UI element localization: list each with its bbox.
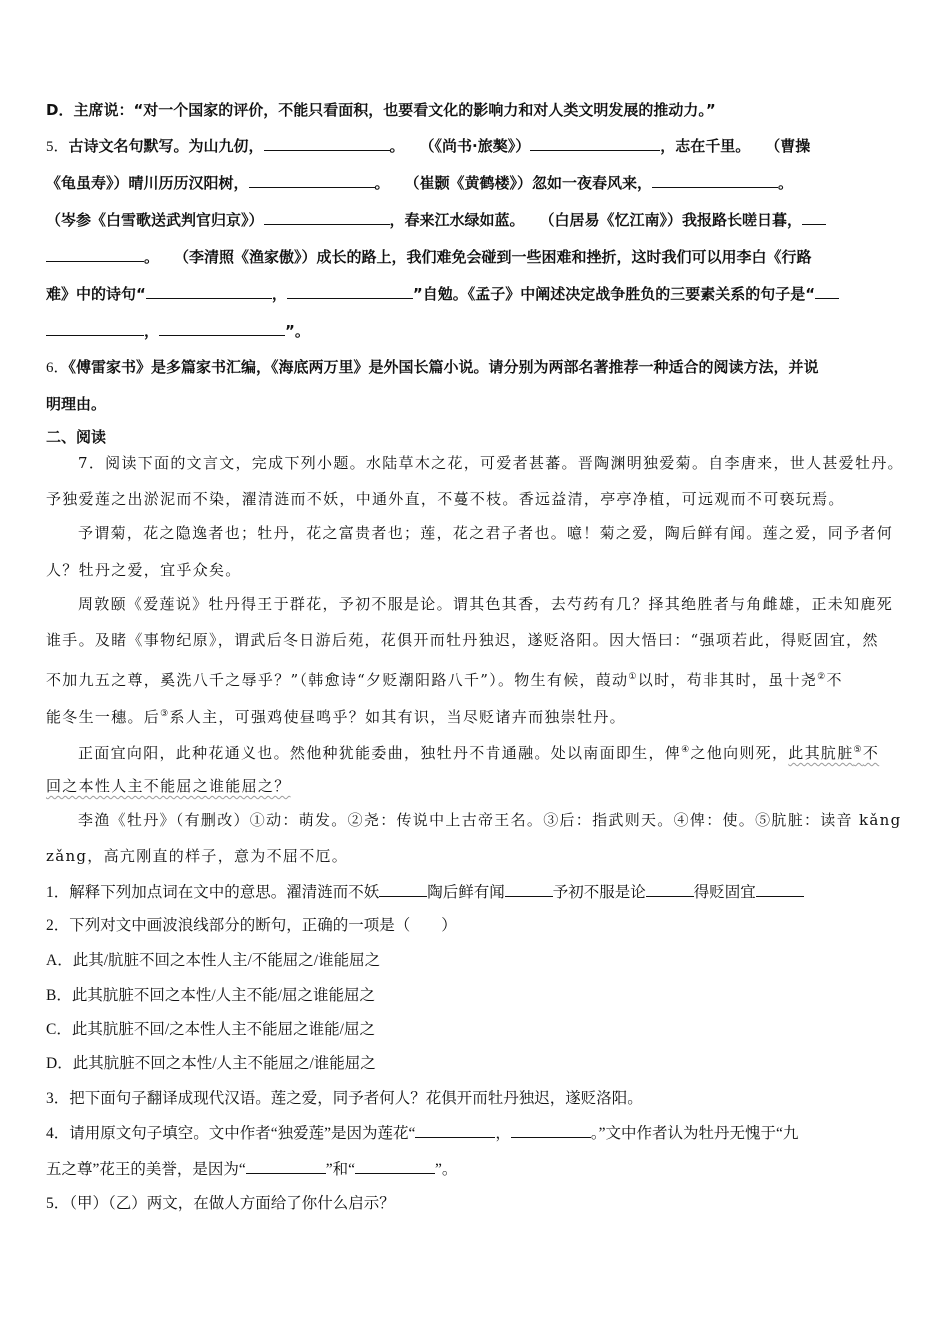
subq-4-line-2 [46, 1159, 457, 1180]
q5-line-6 [46, 321, 310, 341]
subq-text: 1．解释下列加点词在文中的意思。濯清涟而不妖 [46, 884, 380, 901]
q5-text: ， [271, 285, 287, 303]
q5-text: 。 （崔颢《黄鹤楼》）忽如一夜春风来， [374, 174, 653, 192]
subq-text: ”。 [435, 1161, 458, 1178]
subq-4-line-1 [46, 1123, 798, 1144]
passage-text: 能冬生一穗。后 [46, 708, 161, 726]
answer-blank[interactable] [415, 1123, 495, 1138]
q5-line-4 [46, 247, 812, 267]
passage-p4-line-1 [78, 740, 879, 763]
q6-line-2: 明理由。 [46, 395, 107, 413]
answer-blank[interactable] [530, 136, 660, 151]
answer-blank[interactable] [756, 882, 804, 897]
subq-5: 5．（甲）（乙）两文，在做人方面给了你什么启示？ [46, 1195, 395, 1212]
option-d-previous: D．主席说：“对一个国家的评价，不能只看面积，也要看文化的影响力和对人类文明发展的推动力。” [46, 101, 716, 119]
passage-notes-line-1: 李渔《牡丹》（有删改）①动：萌发。②尧：传说中上古帝王名。③后：指武则天。④俾：使。⑤肮脏：读音 kǎng [78, 811, 902, 829]
q7-intro-line-1: 7．阅读下面的文言文，完成下列小题。水陆草木之花，可爱者甚蕃。晋陶渊明独爱菊。自李唐来，世人甚爱牡丹。 [78, 454, 904, 472]
q5-number: 5． [46, 139, 69, 155]
option-b[interactable]: B．此其肮脏不回之本性/人主不能/屈之谁能屈之 [46, 987, 375, 1004]
passage-p2-line-2: 人？牡丹之爱，宜乎众矣。 [46, 561, 242, 579]
footnote-marker-1: ① [628, 672, 638, 682]
passage-notes-line-2: zǎng，高亢刚直的样子，意为不屈不厄。 [46, 847, 349, 865]
passage-text: 此其肮脏 [788, 744, 854, 762]
answer-blank[interactable] [264, 210, 390, 225]
answer-blank[interactable] [652, 173, 778, 188]
q7-intro-line-2: 予独爱莲之出淤泥而不染，濯清涟而不妖，中通外直，不蔓不枝。香远益清，亭亭净植，可远观而不可亵玩焉。 [46, 490, 845, 508]
footnote-marker-4: ④ [681, 745, 691, 755]
q5-text: 古诗文名句默写。为山九仞， [68, 137, 264, 155]
answer-blank[interactable] [46, 321, 144, 336]
passage-text: 以时，苟非其时，虽十尧 [637, 671, 818, 689]
section-heading-reading: 二、阅读 [46, 428, 107, 446]
answer-blank[interactable] [249, 173, 375, 188]
q5-text: （岑参《白雪歌送武判官归京》） [46, 211, 264, 229]
q5-text: 。 （《尚书·旅獒》） [389, 137, 531, 155]
q5-text: ”。 [285, 322, 310, 340]
passage-p4-line-2 [46, 776, 291, 796]
passage-p3-line-1: 周敦颐《爱莲说》牡丹得王于群花，予初不服是论。谓其色其香，去芍药有几？择其绝胜者与角雌雄，正未知鹿死 [78, 595, 894, 613]
answer-blank[interactable] [511, 1123, 591, 1138]
q6-line-1 [46, 357, 819, 378]
passage-text: 系人主，可强鸡使昼鸣乎？如其有识，当尽贬诸卉而独崇牡丹。 [169, 708, 626, 726]
passage-p3-line-2: 谁手。及睹《事物纪原》，谓武后冬日游后苑，花俱开而牡丹独迟，遂贬洛阳。因大悟曰：“强项若此，得贬固宜，然 [46, 631, 879, 649]
answer-blank[interactable] [159, 321, 285, 336]
subq-text: 。”文中作者认为牡丹无愧于“九 [590, 1125, 799, 1142]
subq-text: ， [495, 1125, 511, 1142]
answer-blank[interactable] [646, 882, 694, 897]
subq-text: 五之尊”花王的美誉，是因为“ [46, 1161, 246, 1178]
answer-blank[interactable] [815, 284, 839, 299]
answer-blank[interactable] [46, 247, 144, 262]
q5-text: ， [144, 322, 160, 340]
footnote-marker-2: ② [817, 672, 827, 682]
q5-line-5 [46, 284, 839, 304]
q5-text: ”自勉。《孟子》中阐述决定战争胜负的三要素关系的句子是“ [412, 285, 816, 303]
option-d[interactable]: D．此其肮脏不回之本性/人主不能屈之/谁能屈之 [46, 1055, 376, 1072]
footnote-marker-3: ③ [160, 709, 170, 719]
subq-1 [46, 882, 804, 903]
subq-3: 3．把下面句子翻译成现代汉语。莲之爱，同予者何人？花俱开而牡丹独迟，遂贬洛阳。 [46, 1090, 643, 1107]
subq-text: 陶后鲜有闻 [427, 884, 505, 901]
passage-text: 不 [862, 744, 880, 762]
answer-blank[interactable] [505, 882, 553, 897]
wavy-underlined-text [788, 744, 879, 762]
option-a[interactable]: A．此其/肮脏不回之本性人主/不能屈之/谁能屈之 [46, 952, 381, 969]
subq-2: 2．下列对文中画波浪线部分的断句，正确的一项是（ ） [46, 917, 457, 934]
subq-text: 4．请用原文句子填空。文中作者“独爱莲”是因为莲花“ [46, 1125, 416, 1142]
passage-text: 不 [826, 671, 843, 689]
passage-text: 不加九五之尊，奚洗八千之辱乎？”（韩愈诗“夕贬潮阳路八千”）。物生有候，葭动 [46, 671, 629, 689]
wavy-underlined-text: 回之本性人主不能屈之谁能屈之？ [46, 777, 291, 795]
subq-text: 予初不服是论 [552, 884, 646, 901]
q5-text: 。 （李清照《渔家傲》）成长的路上，我们难免会碰到一些困难和挫折，这时我们可以用李白《行路 [144, 248, 812, 266]
answer-blank[interactable] [355, 1159, 435, 1174]
passage-p3-line-4 [46, 704, 626, 727]
subq-text: ”和“ [325, 1161, 356, 1178]
option-c[interactable]: C．此其肮脏不回/之本性人主不能屈之谁能/屈之 [46, 1021, 375, 1038]
q5-line-1 [46, 136, 810, 157]
footnote-marker-5: ⑤ [853, 745, 863, 755]
q5-text: ，志在千里。 （曹操 [660, 137, 811, 155]
q5-text: ，春来江水绿如蓝。 （白居易《忆江南》）我报路长嗟日暮， [389, 211, 803, 229]
passage-text: 之他向则死， [690, 744, 789, 762]
q5-line-3 [46, 210, 826, 230]
q5-text: 难》中的诗句“ [46, 285, 146, 303]
passage-p3-line-3 [46, 667, 843, 690]
passage-p2-line-1: 予谓菊，花之隐逸者也；牡丹，花之富贵者也；莲，花之君子者也。噫！菊之爱，陶后鲜有闻。莲之爱，同予者何 [78, 524, 894, 542]
passage-text: 正面宜向阳，此种花通义也。然他种犹能委曲，独牡丹不肯通融。处以南面即生，俾 [78, 744, 682, 762]
q5-line-2 [46, 173, 793, 193]
answer-blank[interactable] [287, 284, 413, 299]
q5-text: 《龟虽寿》）晴川历历汉阳树， [46, 174, 249, 192]
answer-blank[interactable] [246, 1159, 326, 1174]
answer-blank[interactable] [802, 210, 826, 225]
answer-blank[interactable] [146, 284, 272, 299]
q6-text: 《傅雷家书》是多篇家书汇编，《海底两万里》是外国长篇小说。请分别为两部名著推荐一种适合的阅读方法，并说 [68, 358, 819, 376]
subq-text: 得贬固宜 [693, 884, 756, 901]
answer-blank[interactable] [379, 882, 427, 897]
q6-number: 6． [46, 360, 69, 376]
q5-text: 。 [778, 174, 794, 192]
answer-blank[interactable] [264, 136, 390, 151]
